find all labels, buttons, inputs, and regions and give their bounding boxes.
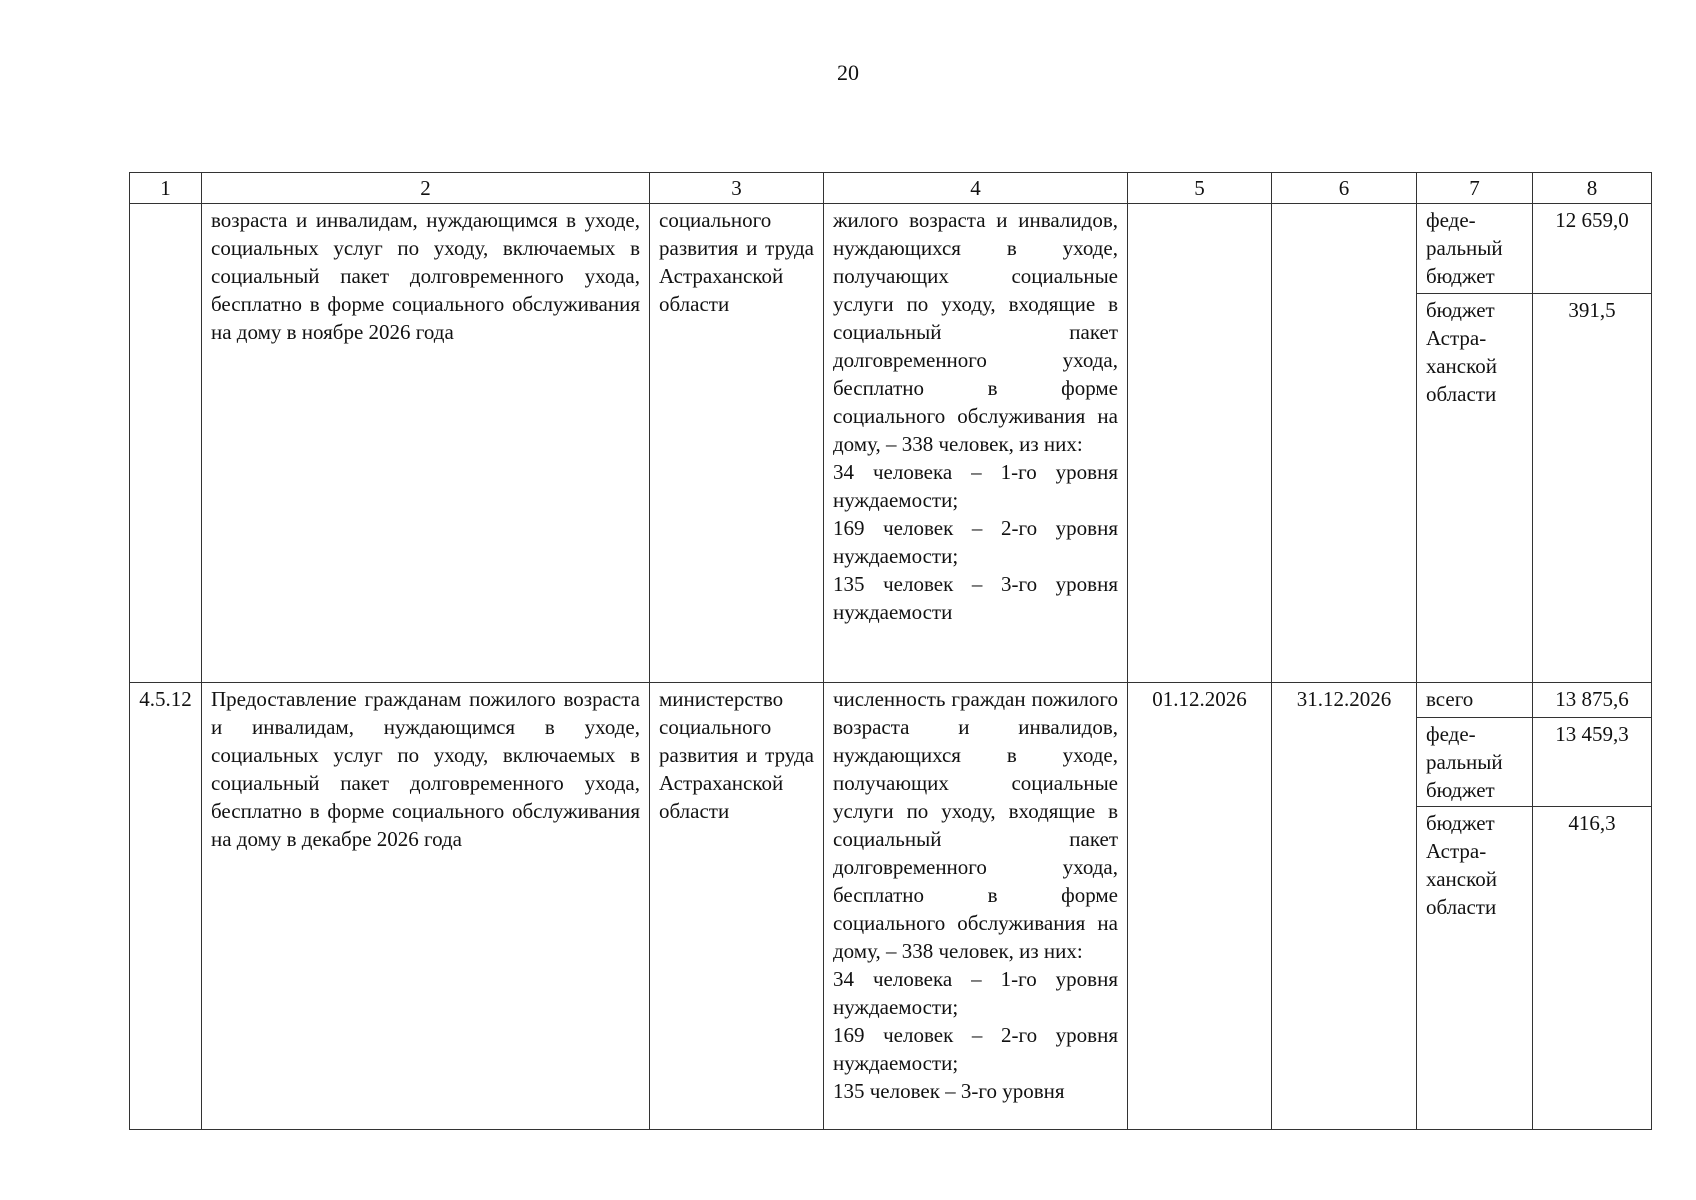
executor: социального развития и труда Астраханской области: [650, 204, 824, 683]
funding-source: бюджет Астраханской области: [1417, 293, 1533, 682]
funding-source: всего: [1417, 683, 1533, 718]
executor: министерство социального развития и труда Астраханской области: [650, 683, 824, 1130]
column-header: 3: [650, 173, 824, 204]
start-date: 01.12.2026: [1128, 683, 1272, 1130]
end-date: 31.12.2026: [1272, 683, 1417, 1130]
funding-source: бюджет Астраханской области: [1417, 807, 1533, 1130]
column-header: 6: [1272, 173, 1417, 204]
column-header-row: [130, 173, 1652, 204]
row-number: [130, 204, 202, 683]
measure-description: Предоставление гражданам пожилого возраста и инвалидам, нуждающимся в уходе, социальных услуг по уходу, включаемых в социальный пакет долговременного ухода, бесплатно в форме социального обслуживания на дому в декабре 2026 года: [202, 683, 650, 1130]
funding-amount: 13 459,3: [1533, 718, 1652, 807]
indicator-intro: жилого возраста и инвалидов, нуждающихся в уходе, получающих социальные услуги по уходу, входящие в социальный пакет долговременного ухода, бесплатно в форме социального обслуживания на дому, – 338 человек, из них:: [833, 208, 1118, 456]
indicator-level: 135 человек – 3-го уровня нуждаемости: [833, 572, 1118, 624]
measure-description: возраста и инвалидам, нуждающимся в уходе, социальных услуг по уходу, включаемых в социальный пакет долговременного ухода, бесплатно в форме социального обслуживания на дому в ноябре 2026 года: [202, 204, 650, 683]
page-number: 20: [837, 60, 859, 85]
funding-source: федеральный бюджет: [1417, 204, 1533, 294]
row-number: 4.5.12: [130, 683, 202, 1130]
plan-table: [129, 172, 1652, 1130]
column-header: 2: [202, 173, 650, 204]
column-header: 4: [824, 173, 1128, 204]
column-header: 1: [130, 173, 202, 204]
indicator-level: 169 человек – 2-го уровня нуждаемости;: [833, 1023, 1118, 1075]
column-header: 5: [1128, 173, 1272, 204]
column-header: 7: [1417, 173, 1533, 204]
funding-amount: 391,5: [1533, 293, 1652, 682]
target-indicator: [824, 683, 1128, 1130]
indicator-level: 135 человек – 3-го уровня: [833, 1079, 1065, 1103]
funding-amount: 13 875,6: [1533, 683, 1652, 718]
indicator-level: 34 человека – 1-го уровня нуждаемости;: [833, 460, 1118, 512]
start-date: [1128, 204, 1272, 683]
end-date: [1272, 204, 1417, 683]
funding-amount: 416,3: [1533, 807, 1652, 1130]
table-row: [130, 204, 1652, 294]
indicator-intro: численность граждан пожилого возраста и инвалидов, нуждающихся в уходе, получающих социальные услуги по уходу, входящие в социальный пакет долговременного ухода, бесплатно в форме социального обслуживания на дому, – 338 человек, из них:: [833, 687, 1118, 963]
column-header: 8: [1533, 173, 1652, 204]
table-row: [130, 683, 1652, 718]
target-indicator: [824, 204, 1128, 683]
funding-source: федеральный бюджет: [1417, 718, 1533, 807]
funding-amount: 12 659,0: [1533, 204, 1652, 294]
indicator-level: 169 человек – 2-го уровня нуждаемости;: [833, 516, 1118, 568]
indicator-level: 34 человека – 1-го уровня нуждаемости;: [833, 967, 1118, 1019]
